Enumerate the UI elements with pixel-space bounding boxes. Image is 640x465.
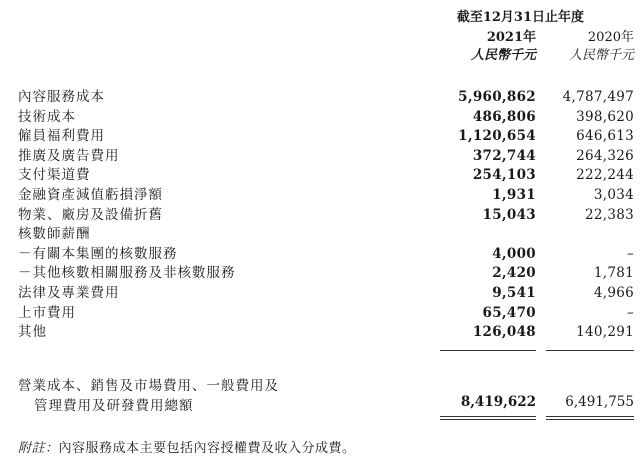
- row-value-2021: 254,103: [472, 167, 536, 184]
- row-value-2020: 264,326: [576, 147, 634, 164]
- row-value-2020: 398,620: [576, 108, 634, 125]
- table-row: [0, 186, 640, 205]
- row-label: 其他: [18, 324, 47, 341]
- year-2021-header: 2021年: [486, 30, 536, 45]
- row-label: 物業、廠房及設備折舊: [18, 206, 163, 223]
- table-row: [0, 206, 640, 225]
- row-label: 法律及專業費用: [18, 285, 120, 301]
- row-label: 內容服務成本: [18, 89, 105, 105]
- row-value-2021: 2,420: [492, 265, 536, 282]
- row-value-2021: 65,470: [482, 304, 536, 321]
- row-value-2021: 5,960,862: [458, 89, 536, 105]
- row-value-2020: 22,383: [584, 206, 634, 223]
- row-label: 金融資產減值虧損淨額: [18, 187, 163, 203]
- total-rule-2021-a: [440, 416, 536, 417]
- row-value-2021: 126,048: [472, 324, 536, 341]
- year-2020-header: 2020年: [587, 30, 634, 45]
- row-value-2020: –: [626, 304, 634, 321]
- row-value-2021: 486,806: [472, 108, 536, 125]
- unit-2020-header: 人民幣千元: [568, 48, 634, 63]
- table-row: [0, 284, 640, 303]
- total-label-line2: 管理費用及研發費用總額: [34, 398, 194, 414]
- row-label: －其他核數相關服務及非核數服務: [18, 265, 236, 282]
- row-value-2021: 1,931: [492, 187, 536, 203]
- footnote-text: 內容服務成本主要包括內容授權費及收入分成費。: [58, 441, 356, 456]
- table-row: [0, 147, 640, 166]
- row-value-2020: 1,781: [593, 265, 634, 282]
- footnote: [18, 437, 356, 456]
- table-row: [0, 88, 640, 107]
- table-row: [0, 225, 640, 244]
- subtotal-rule-2021: [440, 350, 536, 351]
- footnote-label: 附註：: [18, 441, 59, 456]
- row-value-2021: 9,541: [492, 285, 536, 301]
- total-2020: 6,491,755: [565, 394, 634, 410]
- total-2021: 8,419,622: [460, 394, 536, 410]
- total-rule-2020-b: [546, 419, 634, 420]
- table-row: [0, 304, 640, 323]
- table-row: [0, 245, 640, 264]
- unit-2021-header: 人民幣千元: [470, 48, 536, 63]
- total-label-line1: 營業成本、銷售及市場費用、一般費用及: [18, 378, 279, 394]
- row-label: 上市費用: [18, 304, 76, 321]
- row-value-2020: –: [626, 245, 634, 262]
- row-label: 僱員福利費用: [18, 128, 105, 145]
- row-label: 推廣及廣告費用: [18, 147, 120, 164]
- row-label: 核數師薪酬: [18, 226, 91, 243]
- row-value-2021: 15,043: [482, 206, 536, 223]
- table-row: [0, 166, 640, 185]
- row-value-2020: 222,244: [576, 167, 634, 184]
- table-row: [0, 127, 640, 146]
- total-rule-2020-a: [546, 416, 634, 417]
- period-header: 截至12月31日止年度: [456, 10, 584, 25]
- row-value-2021: 4,000: [492, 245, 536, 262]
- row-value-2020: 3,034: [593, 187, 634, 203]
- subtotal-rule-2020: [546, 350, 634, 351]
- row-value-2020: 646,613: [576, 128, 634, 145]
- row-value-2020: 140,291: [576, 324, 634, 341]
- table-row: [0, 264, 640, 283]
- row-label: 支付渠道費: [18, 167, 91, 184]
- table-row: [0, 323, 640, 342]
- row-value-2020: 4,787,497: [562, 89, 634, 105]
- row-label: －有關本集團的核數服務: [18, 245, 178, 262]
- row-value-2020: 4,966: [593, 285, 634, 301]
- row-value-2021: 372,744: [472, 147, 536, 164]
- row-label: 技術成本: [18, 108, 76, 125]
- total-rule-2021-b: [440, 419, 536, 420]
- table-row: [0, 108, 640, 127]
- row-value-2021: 1,120,654: [458, 128, 536, 145]
